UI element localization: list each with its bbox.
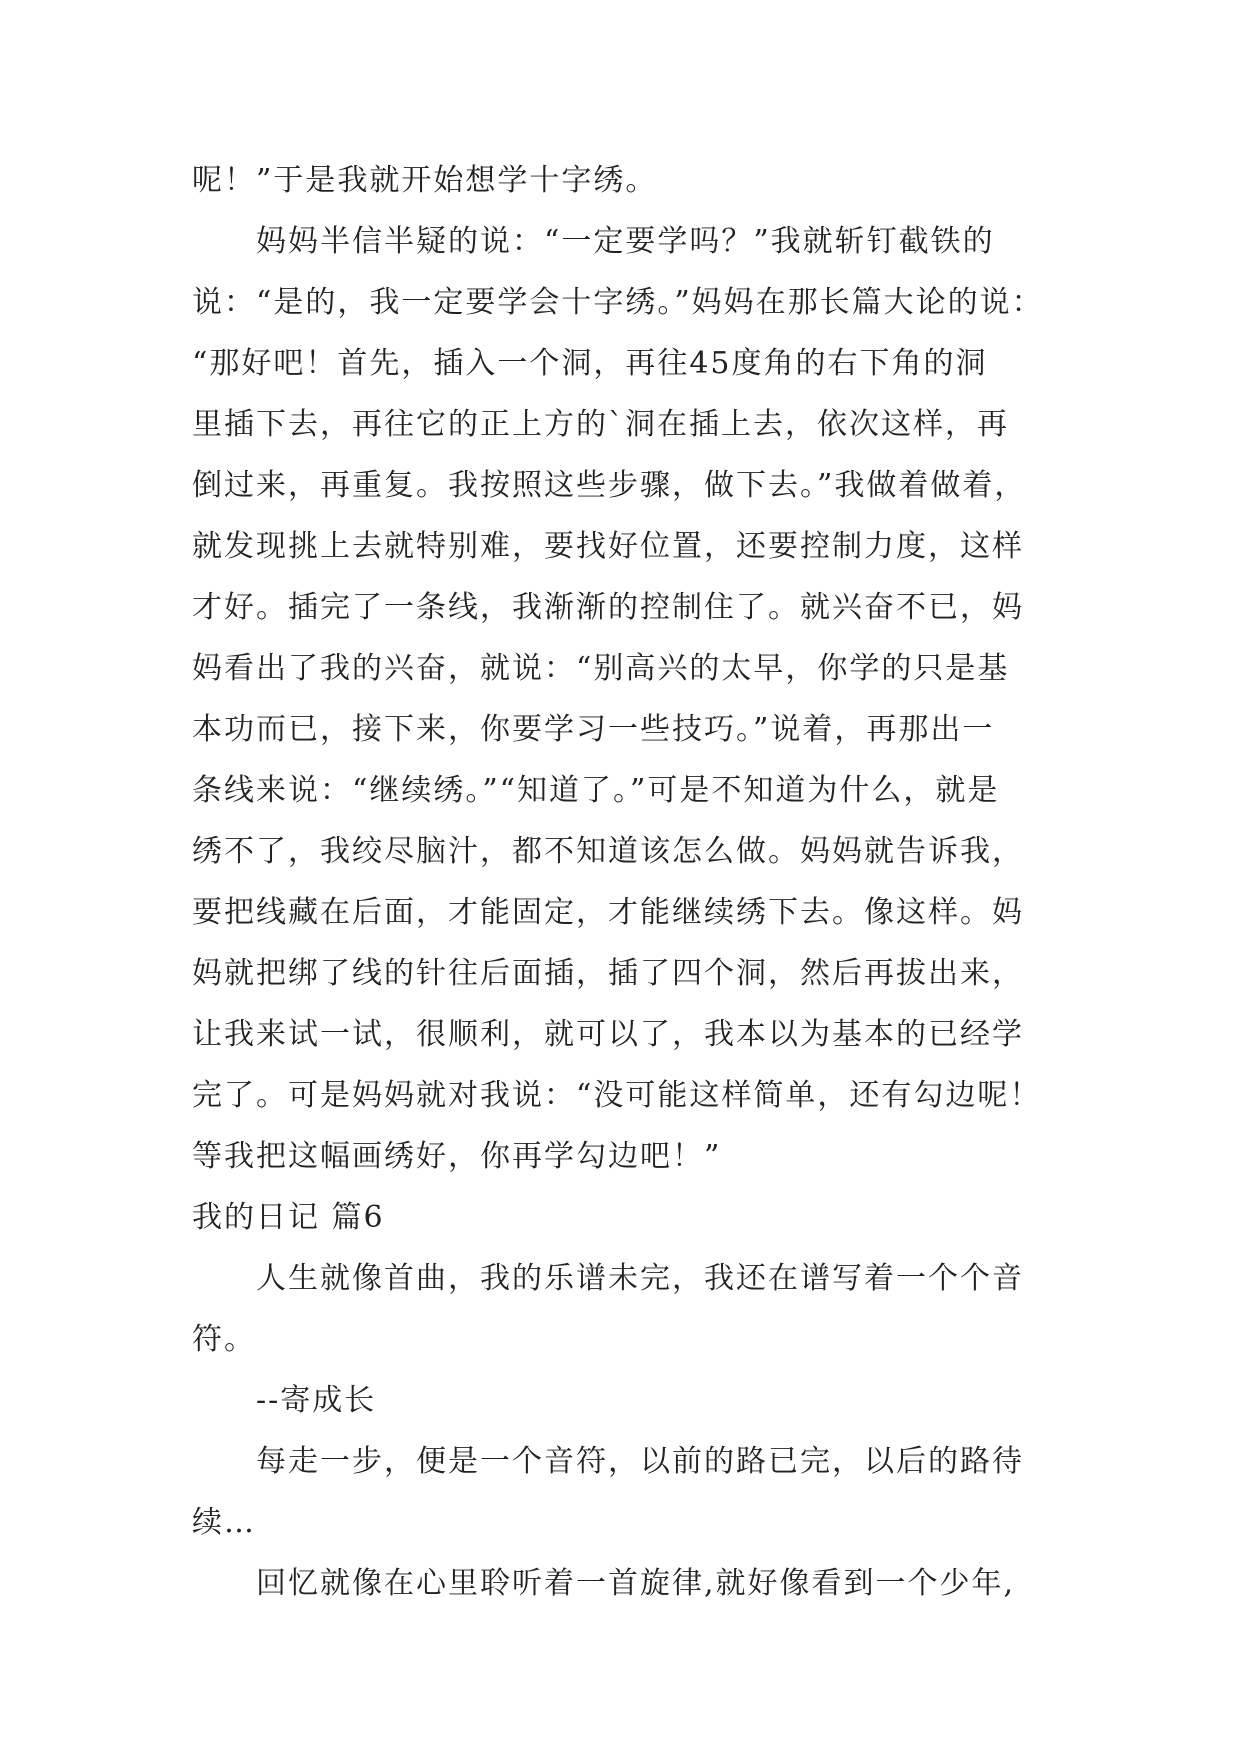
paragraph-line: 人生就像首曲，我的乐谱未完，我还在谱写着一个个音 bbox=[256, 1261, 1024, 1296]
paragraph-line: 符。 bbox=[192, 1322, 256, 1357]
paragraph-line: 让我来试一试，很顺利，就可以了，我本以为基本的已经学 bbox=[192, 1017, 1024, 1052]
paragraph-line: 要把线藏在后面，才能固定，才能继续绣下去。像这样。妈 bbox=[192, 895, 1024, 930]
paragraph-line: 呢！”于是我就开始想学十字绣。 bbox=[192, 163, 658, 198]
paragraph-line: 等我把这幅画绣好，你再学勾边吧！” bbox=[192, 1139, 722, 1174]
paragraph-line: 里插下去，再往它的正上方的`洞在插上去，依次这样，再 bbox=[192, 407, 1009, 442]
paragraph-line: 说：“是的，我一定要学会十字绣。”妈妈在那长篇大论的说： bbox=[192, 285, 1044, 320]
paragraph-line: 回忆就像在心里聆听着一首旋律,就好像看到一个少年, bbox=[256, 1566, 1016, 1601]
paragraph-line: 绣不了，我绞尽脑汁，都不知道该怎么做。妈妈就告诉我， bbox=[192, 834, 1024, 869]
paragraph-line: 完了。可是妈妈就对我说：“没可能这样简单，还有勾边呢！ bbox=[192, 1078, 1042, 1113]
paragraph-line: 妈妈半信半疑的说：“一定要学吗？”我就斩钉截铁的 bbox=[256, 224, 995, 259]
paragraph-line: 续… bbox=[192, 1505, 256, 1540]
document-body bbox=[192, 150, 1052, 1614]
paragraph-line: 妈就把绑了线的针往后面插，插了四个洞，然后再拔出来， bbox=[192, 956, 1024, 991]
dedication-line: --寄成长 bbox=[256, 1383, 377, 1418]
paragraph-line: 每走一步，便是一个音符，以前的路已完，以后的路待 bbox=[256, 1444, 1024, 1479]
paragraph-line: 才好。插完了一条线，我渐渐的控制住了。就兴奋不已，妈 bbox=[192, 590, 1024, 625]
section-heading: 我的日记 篇6 bbox=[192, 1200, 385, 1235]
paragraph-line: 条线来说：“继续绣。”“知道了。”可是不知道为什么，就是 bbox=[192, 773, 1000, 808]
paragraph-line: 就发现挑上去就特别难，要找好位置，还要控制力度，这样 bbox=[192, 529, 1024, 564]
paragraph-line: 本功而已，接下来，你要学习一些技巧。”说着，再那出一 bbox=[192, 712, 995, 747]
paragraph-line: “那好吧！首先，插入一个洞，再往45度角的右下角的洞 bbox=[192, 346, 988, 381]
paragraph-line: 妈看出了我的兴奋，就说：“别高兴的太早，你学的只是基 bbox=[192, 651, 1010, 686]
paragraph-line: 倒过来，再重复。我按照这些步骤，做下去。”我做着做着， bbox=[192, 468, 1027, 503]
